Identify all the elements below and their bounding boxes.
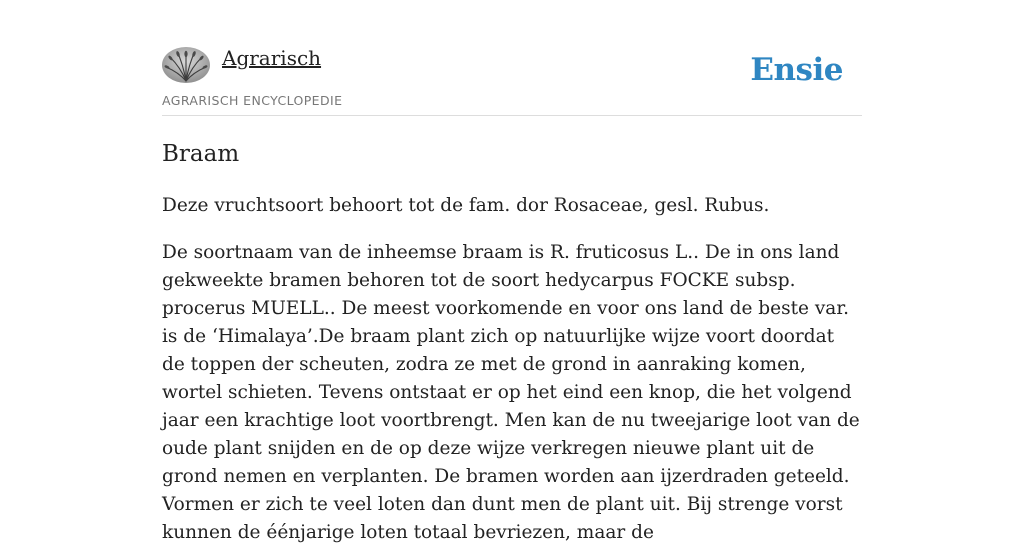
source-name-link[interactable]: Agrarisch xyxy=(222,46,322,70)
article-paragraph: De soortnaam van de inheemse braam is R. fruticosus L.. De in ons land gekweekte bramen behoren tot de soort hedycarpus FOCKE subsp. procerus MUELL.. De meest voorkomende en voor ons land de beste var. is de ‘Himalaya’.De braam plant zich op natuurlijke wijze voort doordat de toppen der scheuten, zodra ze met de grond in aanraking komen, wortel schieten. Tevens ontstaat er op het eind een knop, die het volgend jaar een krachtige loot voortbrengt. Men kan de nu tweejarige loot van de oude plant snijden en de op deze wijze verkregen nieuwe plant uit de grond nemen en verplanten. De bramen worden aan ijzerdraden geteeld. Vormen er zich te veel loten dan dunt men de plant uit. Bij strenge vorst kunnen de éénjarige loten totaal bevriezen, maar de xyxy=(162,242,860,543)
article xyxy=(162,138,862,547)
ensie-brand-logo[interactable]: Ensie xyxy=(750,52,843,88)
source-subtitle: AGRARISCH ENCYCLOPEDIE xyxy=(162,93,343,108)
wheat-logo-icon[interactable] xyxy=(162,47,210,83)
article-title: Braam xyxy=(162,141,240,167)
site-header xyxy=(162,46,862,116)
header-divider xyxy=(162,115,862,116)
article-paragraph: Deze vruchtsoort behoort tot de fam. dor Rosaceae, gesl. Rubus. xyxy=(162,195,770,216)
